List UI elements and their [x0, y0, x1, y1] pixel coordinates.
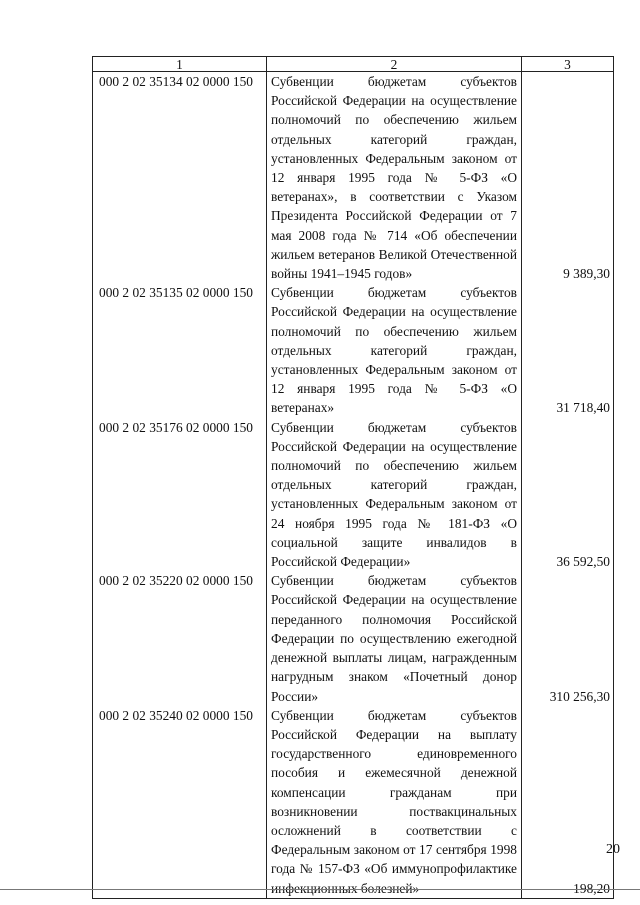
budget-amount: 310 256,30: [522, 571, 614, 705]
budget-amount: 36 592,50: [522, 418, 614, 572]
budget-description: Субвенции бюджетам субъектов Российской Федерации на осуществление полномочий по обеспечению жильем отдельных категорий граждан, установленных Федеральным законом от 12 января 1995 года № 5-ФЗ «О ветеранах», в соответствии с Указом Президента Российской Федерации от 7 мая 2008 года № 714 «Об обеспечении жильем ветеранов Великой Отечественной войны 1941–1945 годов»: [267, 72, 522, 284]
table-row: [93, 571, 614, 705]
budget-code: 000 2 02 35240 02 0000 150: [93, 706, 267, 899]
scan-edge-line: [0, 889, 640, 890]
table-row: [93, 706, 614, 899]
budget-description: Субвенции бюджетам субъектов Российской Федерации на осуществление переданного полномочия Российской Федерации по осуществлению ежегодной денежной выплаты лицам, награжденным нагрудным знаком «Почетный донор России»: [267, 571, 522, 705]
budget-amount: 31 718,40: [522, 283, 614, 417]
budget-amount: 9 389,30: [522, 72, 614, 284]
table-header-row: [93, 57, 614, 72]
budget-code: 000 2 02 35176 02 0000 150: [93, 418, 267, 572]
budget-code: 000 2 02 35134 02 0000 150: [93, 72, 267, 284]
budget-description: Субвенции бюджетам субъектов Российской Федерации на выплату государственного единовременного пособия и ежемесячной денежной компенсации гражданам при возникновении поствакцинальных осложнений в соответствии с Федеральным законом от 17 сентября 1998 года № 157-ФЗ «Об иммунопрофилактике инфекционных болезней»: [267, 706, 522, 899]
budget-amount: 198,20: [522, 706, 614, 899]
column-header-3: 3: [522, 57, 614, 72]
budget-table: [92, 56, 614, 899]
column-header-2: 2: [267, 57, 522, 72]
table-row: [93, 72, 614, 284]
page-number: 20: [606, 842, 620, 857]
budget-code: 000 2 02 35220 02 0000 150: [93, 571, 267, 705]
budget-code: 000 2 02 35135 02 0000 150: [93, 283, 267, 417]
table-row: [93, 283, 614, 417]
budget-description: Субвенции бюджетам субъектов Российской Федерации на осуществление полномочий по обеспечению жильем отдельных категорий граждан, установленных Федеральным законом от 12 января 1995 года № 5-ФЗ «О ветеранах»: [267, 283, 522, 417]
column-header-1: 1: [93, 57, 267, 72]
table-row: [93, 418, 614, 572]
budget-description: Субвенции бюджетам субъектов Российской Федерации на осуществление полномочий по обеспечению жильем отдельных категорий граждан, установленных Федеральным законом от 24 ноября 1995 года № 181-ФЗ «О социальной защите инвалидов в Российской Федерации»: [267, 418, 522, 572]
